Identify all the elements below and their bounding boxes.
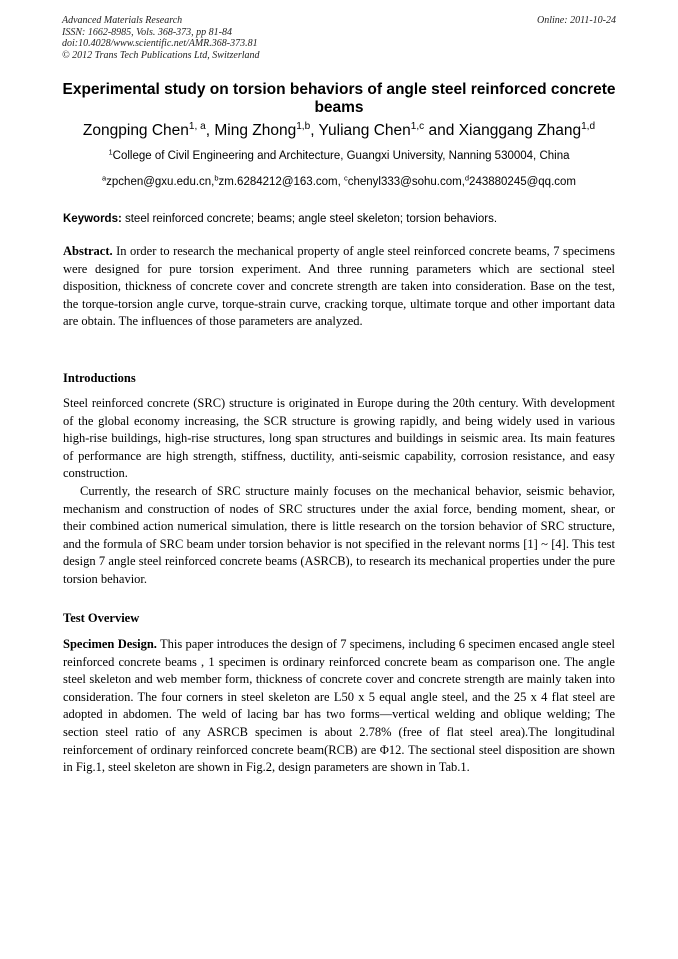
abstract-text: In order to research the mechanical property of angle steel reinforced concrete beams, 7 specimens were designed for pure torsion experiment. And three running parameters which are sectional steel disposition, thickness of concrete cover and concrete strength are taken into consideration. Base on the test, the torque-torsion angle curve, torque-strain curve, cracking torque, ultimate torque and other important data are obtain. The influences of those parameters are analyzed. xyxy=(63,244,615,329)
affiliation-marker: 1 xyxy=(108,147,113,157)
keywords xyxy=(63,213,617,225)
paragraph: Currently, the research of SRC structure mainly focuses on the mechanical behavior, seismic behavior, mechanism and construction of nodes of SRC structures under the axial force, bending moment, shear, or their combined action numerical simulation, there is little research on the torsion behavior of SRC structure, and the formula of SRC beam under torsion behavior is not specified in the relevant norms [1] ~ [4]. This test design 7 angle steel reinforced concrete beams (ASRCB), to research its mechanical properties under the pure torsion behavior. xyxy=(63,483,615,586)
email-marker: b xyxy=(214,173,219,183)
author-affil-marker: 1,b xyxy=(296,120,311,132)
abstract xyxy=(63,243,615,331)
section-heading-test-overview: Test Overview xyxy=(63,611,140,625)
journal-name: Advanced Materials Research xyxy=(62,15,183,26)
email-marker: c xyxy=(344,173,348,183)
specimen-design-text: This paper introduces the design of 7 specimens, including 6 specimen encased angle steel reinforced concrete beams , 1 specimen is ordinary reinforced concrete beam as comparison one. The angle steel skeleton and web member form, thickness of concrete cover and concrete strength are mainly taken into consideration. The four corners in steel skeleton are L50 x 5 equal angle steel, and the 25 x 4 flat steel are adopted in abdomen. The weld of lacing bar has two forms—vertical welding and oblique welding; The section steel ratio of any ASRCB specimen is about 2.78% (free of flat steel area).The longitudinal reinforcement of ordinary reinforced concrete beam(RCB) are Φ12. The sectional steel disposition are shown in Fig.1, steel skeleton are shown in Fig.2, design parameters are shown in Tab.1. xyxy=(63,637,616,775)
paragraph: Steel reinforced concrete (SRC) structure is originated in Europe during the 20th century. With development of the global economy increasing, the SCR structure is growing rapidly, and being widely used in various high-rise buildings, high-rise structures, long span structures and buildings in seismic area. Its main features of performance are high strength, stiffness, ductility, anti-seismic capability, corrosion resistance, and easy construction. xyxy=(63,396,615,481)
author-list xyxy=(62,122,616,140)
email-list xyxy=(62,173,616,188)
keywords-text: steel reinforced concrete; beams; angle steel skeleton; torsion behaviors. xyxy=(121,213,498,225)
email-address: zm.6284212@163.com, xyxy=(218,176,344,188)
author-separator: , xyxy=(205,122,215,139)
author-affil-marker: 1, a xyxy=(188,120,206,132)
journal-header xyxy=(62,15,616,61)
email-address: 243880245@qq.com xyxy=(469,176,576,188)
author-separator: , xyxy=(310,122,319,139)
online-date: Online: 2011-10-24 xyxy=(537,15,616,26)
email-address: zpchen@gxu.edu.cn, xyxy=(106,176,215,188)
issn-line: ISSN: 1662-8985, Vols. 368-373, pp 81-84 xyxy=(62,26,232,38)
affiliation-text: College of Civil Engineering and Architecture, Guangxi University, Nanning 530004, China xyxy=(112,150,570,162)
specimen-design-paragraph xyxy=(63,636,615,777)
author-name: Xianggang Zhang xyxy=(458,122,582,139)
email-address: chenyl333@sohu.com, xyxy=(347,176,465,188)
abstract-label: Abstract. xyxy=(63,244,113,258)
author-affil-marker: 1,c xyxy=(410,120,425,132)
section-heading-introductions: Introductions xyxy=(63,371,136,385)
author-separator: and xyxy=(424,122,459,139)
paper-title: Experimental study on torsion behaviors of angle steel reinforced concrete beams xyxy=(62,81,616,116)
copyright-line: © 2012 Trans Tech Publications Ltd, Switzerland xyxy=(62,49,260,61)
specimen-design-label: Specimen Design. xyxy=(63,637,157,651)
doi-line: doi:10.4028/www.scientific.net/AMR.368-373.81 xyxy=(62,38,258,49)
author-name: Ming Zhong xyxy=(214,122,297,139)
email-marker: d xyxy=(464,173,470,183)
affiliation xyxy=(62,147,616,162)
author-name: Yuliang Chen xyxy=(318,122,411,139)
email-marker: a xyxy=(102,173,107,183)
author-name: Zongping Chen xyxy=(82,122,189,139)
author-affil-marker: 1,d xyxy=(581,120,596,132)
introductions-body xyxy=(63,395,615,589)
keywords-label: Keywords: xyxy=(63,213,122,225)
